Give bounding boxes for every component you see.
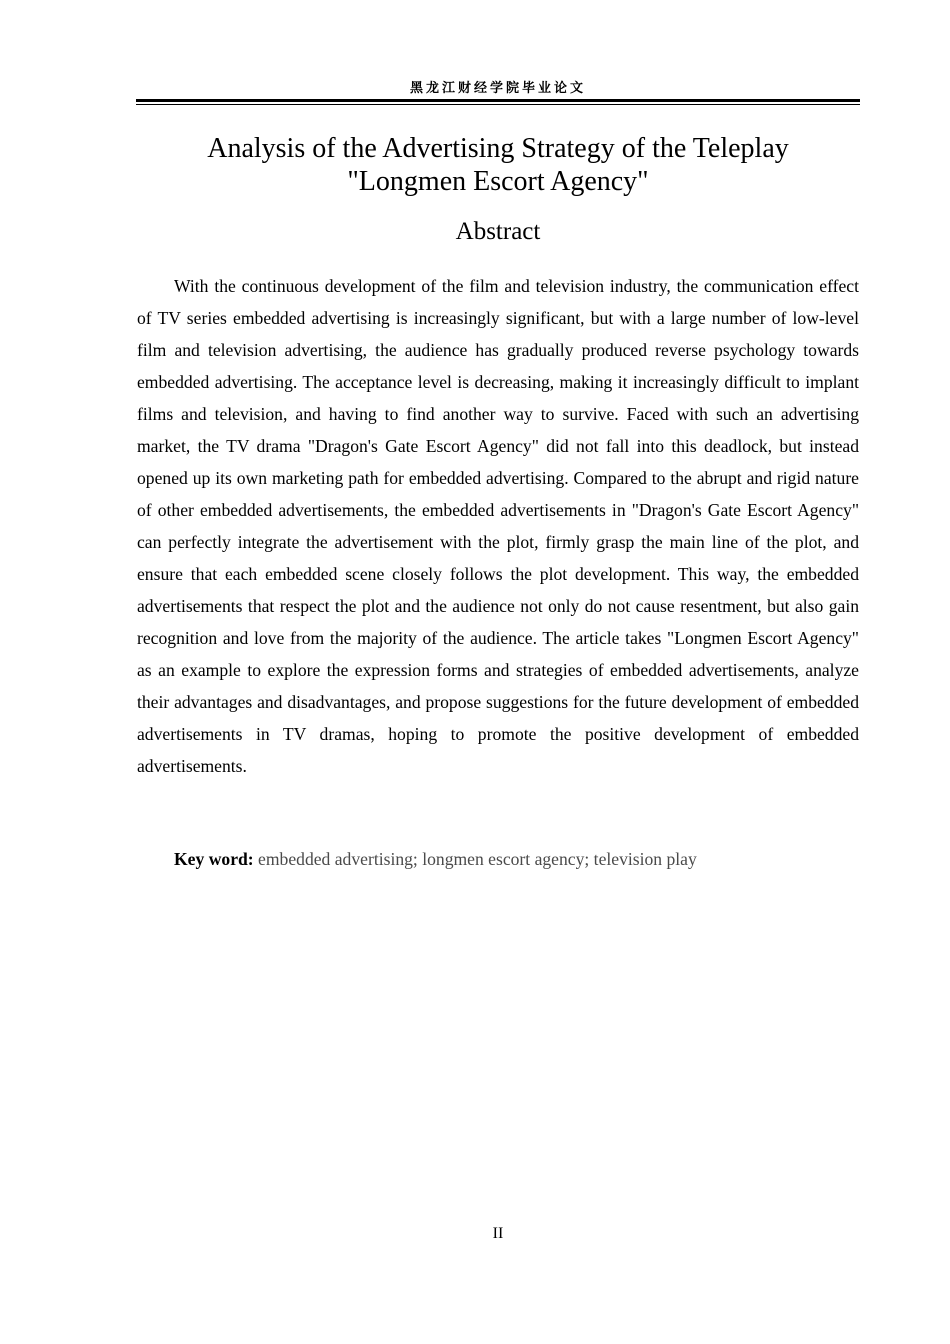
keywords-label: Key word: bbox=[174, 849, 259, 869]
keywords-text: embedded advertising; longmen escort agency; television play bbox=[258, 849, 697, 869]
header-rule-thin bbox=[136, 104, 860, 105]
abstract-heading: Abstract bbox=[455, 218, 541, 245]
paper-title-line-2: "Longmen Escort Agency" bbox=[347, 166, 649, 197]
keywords-line bbox=[137, 845, 859, 873]
paper-title bbox=[137, 132, 859, 198]
header-rule-thick bbox=[136, 99, 860, 102]
page-number: II bbox=[492, 1225, 504, 1242]
abstract-paragraph: With the continuous development of the film and television industry, the communication effect of TV series embedded advertising is increasingly significant, but with a large number of low-level film and television advertising, the audience has gradually produced reverse psychology towards embedded advertising. The acceptance level is decreasing, making it increasingly difficult to implant films and television, and having to find another way to survive. Faced with such an advertising market, the TV drama "Dragon's Gate Escort Agency" did not fall into this deadlock, but instead opened up its own marketing path for embedded advertising. Compared to the abrupt and rigid nature of other embedded advertisements, the embedded advertisements in "Dragon's Gate Escort Agency" can perfectly integrate the advertisement with the plot, firmly grasp the main line of the plot, and ensure that each embedded scene closely follows the plot development. This way, the embedded advertisements that respect the plot and the audience not only do not cause resentment, but also gain recognition and love from the majority of the audience. The article takes "Longmen Escort Agency" as an example to explore the expression forms and strategies of embedded advertisements, analyze their advantages and disadvantages, and propose suggestions for the future development of embedded advertisements in TV dramas, hoping to promote the positive development of embedded advertisements. bbox=[137, 276, 859, 776]
paper-title-line-1: Analysis of the Advertising Strategy of the Teleplay bbox=[207, 133, 789, 164]
running-header: 黑龙江财经学院毕业论文 bbox=[409, 81, 586, 96]
